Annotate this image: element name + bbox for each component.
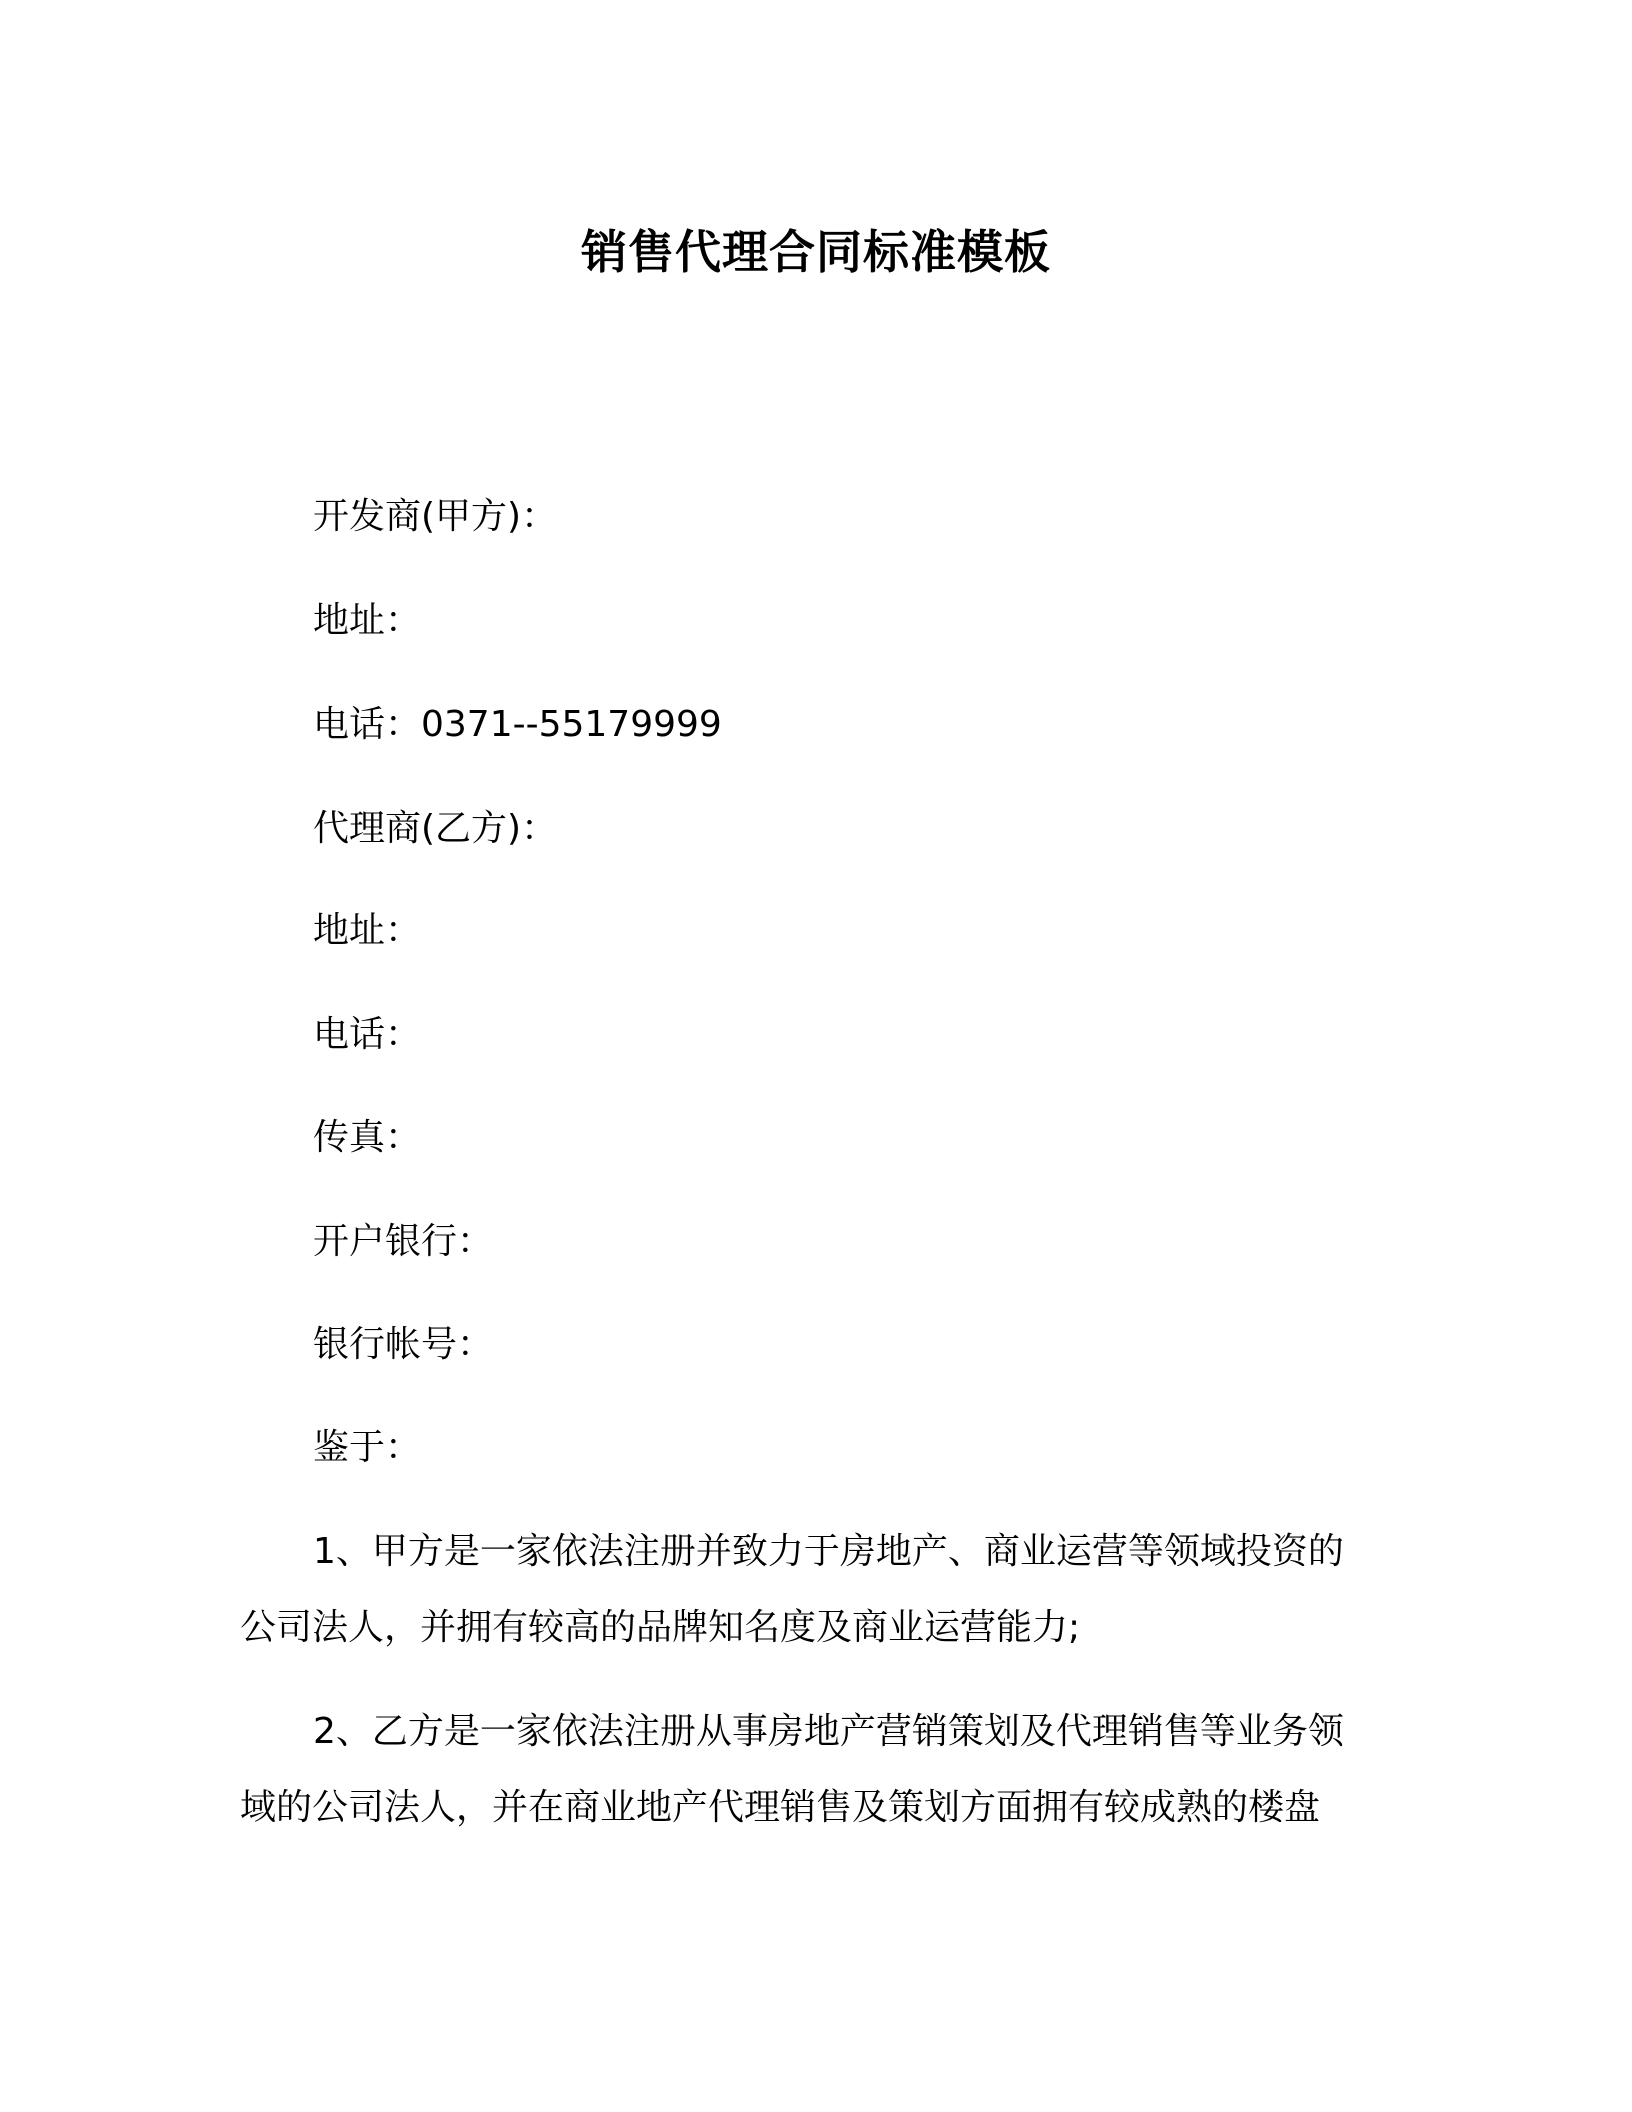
field-address-party-a: 地址： [313,600,422,641]
field-bank: 开户银行： [313,1221,494,1262]
recital-1-line-1: 1、甲方是一家依法注册并致力于房地产、商业运营等领域投资的 [313,1531,1344,1572]
field-fax: 传真： [313,1117,422,1158]
recital-paragraph-2 [240,1708,1380,1832]
field-phone-party-a: 电话：0371--55179999 [313,704,722,745]
field-address-party-b: 地址： [313,910,422,951]
field-bank-account: 银行帐号： [313,1324,494,1365]
recital-paragraph-1 [240,1528,1380,1652]
document-title: 销售代理合同标准模板 [581,225,1051,279]
field-agent-party-b: 代理商(乙方)： [313,808,558,849]
field-developer-party-a: 开发商(甲方)： [313,496,558,537]
field-whereas: 鉴于： [313,1427,422,1468]
field-phone-party-b: 电话： [313,1014,422,1055]
recital-2-line-2: 域的公司法人，并在商业地产代理销售及策划方面拥有较成熟的楼盘 [240,1787,1321,1828]
recital-1-line-2: 公司法人，并拥有较高的品牌知名度及商业运营能力; [240,1607,1081,1648]
recital-2-line-1: 2、乙方是一家依法注册从事房地产营销策划及代理销售等业务领 [313,1711,1344,1752]
